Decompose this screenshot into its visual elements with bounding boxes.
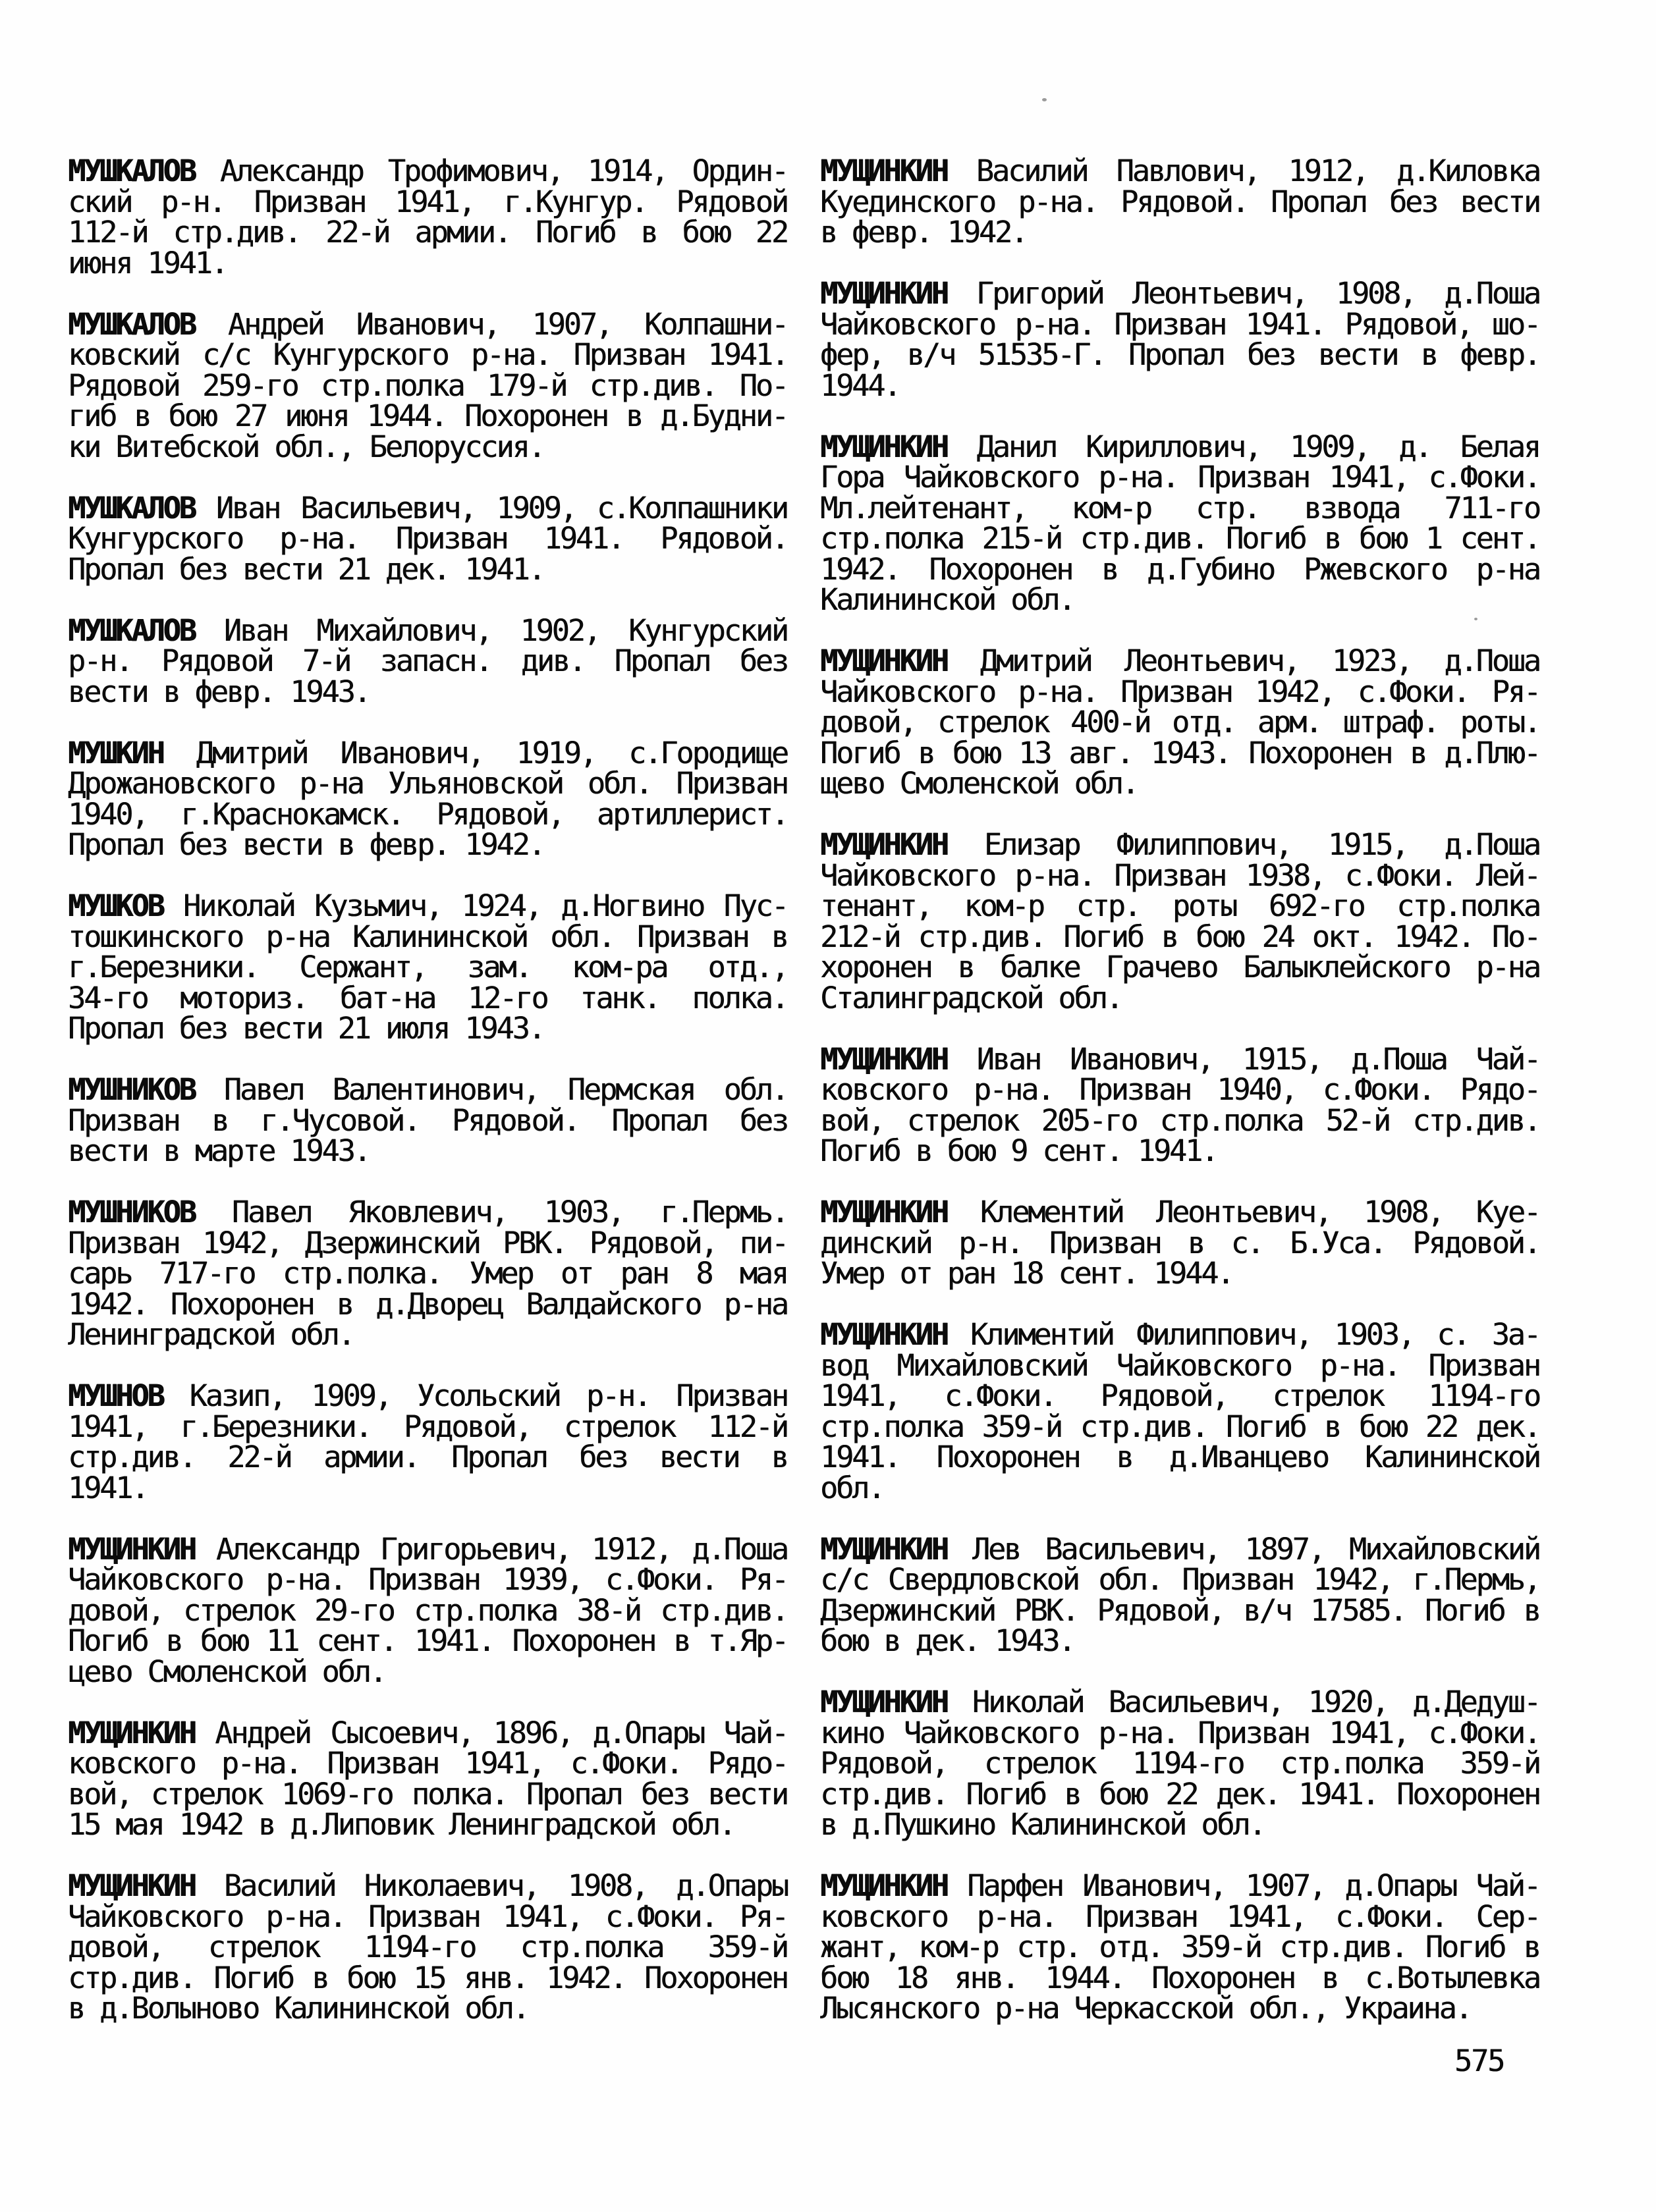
entry-line: в д.Волыново Калининской обл.: [68, 1991, 528, 2026]
entry-line: ский р-н. Призван 1941, г.Кунгур. Рядовой: [68, 184, 787, 219]
memorial-entry: [820, 1531, 1539, 1658]
entry-line: МУШКАЛОВ Андрей Иванович, 1907, Колпашни-: [68, 306, 787, 342]
entry-line: 1941, с.Фоки. Рядовой, стрелок 1194-го: [820, 1378, 1539, 1413]
memorial-entry: [68, 888, 787, 1046]
entry-line: кино Чайковского р-на. Призван 1941, с.Фоки.: [820, 1715, 1539, 1750]
entry-line: 1942. Похоронен в д.Губино Ржевского р-на: [820, 551, 1539, 587]
entry-line: вой, стрелок 1069-го полка. Пропал без вести: [68, 1776, 787, 1812]
entry-line: вести в февр. 1943.: [68, 674, 370, 709]
entry-line: 15 мая 1942 в д.Липовик Ленинградской обл.: [68, 1807, 734, 1842]
entry-line: Кунгурского р-на. Призван 1941. Рядовой.: [68, 521, 787, 556]
entry-line: фер, в/ч 51535-Г. Пропал без вести в февр.: [820, 337, 1539, 372]
memorial-entry: [820, 276, 1539, 403]
memorial-entry: [68, 153, 787, 281]
entry-line: ковский с/с Кунгурского р-на. Призван 1941.: [68, 337, 787, 372]
memorial-entry: [68, 1715, 787, 1842]
entry-line: вой, стрелок 205-го стр.полка 52-й стр.див.: [820, 1102, 1539, 1138]
entry-line: МУЩИНКИН Дмитрий Леонтьевич, 1923, д.Поша: [820, 643, 1539, 678]
entry-line: тошкинского р-на Калининской обл. Призван в: [68, 919, 787, 954]
entry-line: тенант, ком-р стр. роты 692-го стр.полка: [820, 888, 1539, 923]
entry-line: Лысянского р-на Черкасской обл., Украина.: [820, 1991, 1471, 2026]
entry-line: Дрожановского р-на Ульяновской обл. Призван: [68, 766, 787, 801]
entry-line: хоронен в балке Грачево Балыклейского р-на: [820, 950, 1539, 985]
entry-line: динский р-н. Призван в с. Б.Уса. Рядовой.: [820, 1225, 1539, 1260]
surname: МУШКИН: [68, 735, 163, 770]
entry-line: Чайковского р-на. Призван 1939, с.Фоки. Ря-: [68, 1562, 787, 1597]
memorial-entry: [820, 827, 1539, 1015]
entry-line: 112-й стр.див. 22-й армии. Погиб в бою 22: [68, 215, 787, 250]
surname: МУЩИНКИН: [820, 276, 947, 311]
entry-line: г.Березники. Сержант, зам. ком-ра отд.,: [68, 950, 787, 985]
entry-line: МУЩИНКИН Василий Павлович, 1912, д.Киловка: [820, 153, 1539, 188]
entry-line: 1941. Похоронен в д.Иванцево Калининской: [820, 1440, 1539, 1474]
entry-line: стр.полка 359-й стр.див. Погиб в бою 22 дек.: [820, 1409, 1539, 1444]
entry-line: Пропал без вести 21 дек. 1941.: [68, 551, 544, 587]
entry-line: МУШНОВ Казип, 1909, Усольский р-н. Призван: [68, 1378, 787, 1413]
entry-line: МУШКАЛОВ Александр Трофимович, 1914, Ордин-: [68, 153, 787, 188]
memorial-entry: [68, 1072, 787, 1168]
entry-line: МУШКИН Дмитрий Иванович, 1919, с.Городище: [68, 735, 787, 770]
entry-line: Призван 1942, Дзержинский РВК. Рядовой, пи-: [68, 1225, 787, 1260]
memorial-entry: [820, 153, 1539, 250]
entry-line: гиб в бою 27 июня 1944. Похоронен в д.Будни-: [68, 398, 787, 433]
entry-line: Чайковского р-на. Призван 1941. Рядовой, шо-: [820, 306, 1539, 342]
surname: МУЩИНКИН: [820, 1195, 947, 1229]
entry-line: вести в марте 1943.: [68, 1133, 370, 1168]
entry-line: Дзержинский РВК. Рядовой, в/ч 17585. Погиб в: [820, 1592, 1539, 1628]
memorial-entry: [820, 1041, 1539, 1168]
memorial-entry: [820, 1868, 1539, 2026]
surname: МУШНИКОВ: [68, 1072, 195, 1107]
entry-line: Сталинградской обл.: [820, 980, 1122, 1015]
entry-line: довой, стрелок 29-го стр.полка 38-й стр.див.: [68, 1592, 787, 1628]
entry-line: МУЩИНКИН Иван Иванович, 1915, д.Поша Чай-: [820, 1041, 1539, 1077]
surname: МУЩИНКИН: [820, 643, 947, 678]
memorial-entry: [820, 429, 1539, 617]
surname: МУЩИНКИН: [820, 153, 947, 188]
page-number: 575: [1454, 2043, 1504, 2078]
entry-line: вод Михайловский Чайковского р-на. Призван: [820, 1347, 1539, 1383]
entry-line: в д.Пушкино Калининской обл.: [820, 1807, 1265, 1842]
memorial-entry: [68, 1868, 787, 2026]
surname: МУШКАЛОВ: [68, 612, 195, 648]
entry-line: Погиб в бою 11 сент. 1941. Похоронен в т.Яр-: [68, 1623, 787, 1658]
entry-line: МУЩИНКИН Лев Васильевич, 1897, Михайловский: [820, 1531, 1539, 1567]
entry-line: МУШНИКОВ Павел Валентинович, Пермская обл.: [68, 1072, 787, 1107]
entry-line: Куединского р-на. Рядовой. Пропал без вести: [820, 184, 1539, 219]
entry-line: стр.див. Погиб в бою 22 дек. 1941. Похоронен: [820, 1776, 1539, 1812]
surname: МУШКАЛОВ: [68, 306, 195, 342]
memorial-entry: [820, 1687, 1539, 1841]
surname: МУЩИНКИН: [820, 1317, 947, 1352]
memorial-entry: [68, 1531, 787, 1689]
entry-line: жант, ком-р стр. отд. 359-й стр.див. Погиб в: [820, 1929, 1539, 1964]
entry-line: стр.див. Погиб в бою 15 янв. 1942. Похоронен: [68, 1960, 787, 1995]
memorial-entry: [820, 643, 1539, 801]
entry-line: июня 1941.: [68, 245, 227, 281]
memorial-entry: [68, 490, 787, 587]
memorial-entry: [820, 1317, 1539, 1505]
memorial-entry: [68, 735, 787, 862]
entry-line: ковского р-на. Призван 1941, с.Фоки. Сер-: [820, 1899, 1539, 1934]
entry-line: 34-го моториз. бат-на 12-го танк. полка.: [68, 980, 787, 1015]
surname: МУШНИКОВ: [68, 1195, 195, 1229]
entry-line: ковского р-на. Призван 1941, с.Фоки. Рядо-: [68, 1746, 787, 1781]
right-text-column: [820, 153, 1539, 2055]
memorial-entry: [820, 1197, 1539, 1289]
scan-artifact-dot: [1042, 98, 1047, 101]
entry-line: Погиб в бою 9 сент. 1941.: [820, 1133, 1217, 1168]
surname: МУЩИНКИН: [68, 1868, 195, 1903]
surname: МУЩИНКИН: [820, 429, 947, 464]
entry-line: Калининской обл.: [820, 582, 1074, 617]
entry-line: 1942. Похоронен в д.Дворец Валдайского р-на: [68, 1286, 787, 1322]
entry-line: стр.див. 22-й армии. Пропал без вести в: [68, 1440, 787, 1474]
entry-line: МУЩИНКИН Клементий Леонтьевич, 1908, Куе-: [820, 1195, 1539, 1229]
entry-line: стр.полка 215-й стр.див. Погиб в бою 1 сент.: [820, 521, 1539, 556]
surname: МУЩИНКИН: [820, 1041, 947, 1077]
surname: МУЩИНКИН: [820, 827, 947, 862]
entry-line: ки Витебской обл., Белоруссия.: [68, 429, 544, 464]
entry-line: МУЩИНКИН Климентий Филиппович, 1903, с. За-: [820, 1317, 1539, 1352]
entry-line: Призван в г.Чусовой. Рядовой. Пропал без: [68, 1102, 787, 1138]
entry-line: Чайковского р-на. Призван 1938, с.Фоки. Лей-: [820, 857, 1539, 893]
entry-line: довой, стрелок 400-й отд. арм. штраф. роты.: [820, 705, 1539, 740]
entry-line: 1941, г.Березники. Рядовой, стрелок 112-й: [68, 1409, 787, 1444]
entry-line: МУЩИНКИН Николай Васильевич, 1920, д.Дедуш-: [820, 1685, 1539, 1719]
entry-line: 212-й стр.див. Погиб в бою 24 окт. 1942. По-: [820, 919, 1539, 954]
entry-line: Гора Чайковского р-на. Призван 1941, с.Фоки.: [820, 460, 1539, 495]
surname: МУЩИНКИН: [820, 1868, 947, 1903]
entry-line: Умер от ран 18 сент. 1944.: [820, 1256, 1233, 1291]
surname: МУЩИНКИН: [820, 1531, 947, 1567]
left-text-column: [68, 153, 787, 2055]
entry-line: МУШКОВ Николай Кузьмич, 1924, д.Ногвино Пус-: [68, 888, 787, 923]
surname: МУШКАЛОВ: [68, 490, 195, 526]
entry-line: бою 18 янв. 1944. Похоронен в с.Вотылевка: [820, 1960, 1539, 1995]
entry-line: Пропал без вести в февр. 1942.: [68, 827, 544, 862]
memorial-entry: [68, 612, 787, 709]
entry-line: МУЩИНКИН Андрей Сысоевич, 1896, д.Опары Чай-: [68, 1715, 787, 1750]
entry-line: 1944.: [820, 367, 900, 403]
surname: МУШКАЛОВ: [68, 153, 195, 188]
entry-line: сарь 717-го стр.полка. Умер от ран 8 мая: [68, 1256, 787, 1291]
entry-line: довой, стрелок 1194-го стр.полка 359-й: [68, 1929, 787, 1964]
entry-line: МУШКАЛОВ Иван Васильевич, 1909, с.Колпашники: [68, 490, 787, 526]
entry-line: Рядовой 259-го стр.полка 179-й стр.див. По-: [68, 367, 787, 403]
entry-line: р-н. Рядовой 7-й запасн. див. Пропал без: [68, 643, 787, 678]
entry-line: 1940, г.Краснокамск. Рядовой, артиллерист.: [68, 796, 787, 832]
entry-line: МУЩИНКИН Григорий Леонтьевич, 1908, д.Поша: [820, 276, 1539, 311]
memorial-entry: [68, 1378, 787, 1505]
entry-line: ковского р-на. Призван 1940, с.Фоки. Рядо-: [820, 1072, 1539, 1107]
entry-line: Рядовой, стрелок 1194-го стр.полка 359-й: [820, 1746, 1539, 1781]
entry-line: в февр. 1942.: [820, 215, 1027, 250]
entry-line: МУЩИНКИН Парфен Иванович, 1907, д.Опары Чай-: [820, 1868, 1539, 1903]
memorial-entry: [68, 1197, 787, 1351]
surname: МУШНОВ: [68, 1378, 163, 1413]
entry-line: бою в дек. 1943.: [820, 1623, 1074, 1658]
entry-line: Чайковского р-на. Призван 1941, с.Фоки. Ря-: [68, 1899, 787, 1934]
entry-line: МУШНИКОВ Павел Яковлевич, 1903, г.Пермь.: [68, 1195, 787, 1229]
entry-line: МУЩИНКИН Александр Григорьевич, 1912, д.Поша: [68, 1531, 787, 1567]
surname: МУЩИНКИН: [68, 1715, 195, 1750]
surname: МУЩИНКИН: [68, 1531, 195, 1567]
entry-line: цево Смоленской обл.: [68, 1654, 385, 1689]
entry-line: щево Смоленской обл.: [820, 766, 1138, 801]
surname: МУЩИНКИН: [820, 1685, 947, 1719]
entry-line: Ленинградской обл.: [68, 1317, 354, 1352]
memorial-entry: [68, 306, 787, 464]
surname: МУШКОВ: [68, 888, 163, 923]
entry-line: Погиб в бою 13 авг. 1943. Похоронен в д.Плю-: [820, 735, 1539, 770]
entry-line: МУШКАЛОВ Иван Михайлович, 1902, Кунгурский: [68, 612, 787, 648]
entry-line: МУЩИНКИН Василий Николаевич, 1908, д.Опары: [68, 1868, 787, 1903]
entry-line: обл.: [820, 1470, 884, 1505]
entry-line: с/с Свердловской обл. Призван 1942, г.Пермь,: [820, 1562, 1539, 1597]
entry-line: МУЩИНКИН Данил Кириллович, 1909, д. Белая: [820, 429, 1539, 464]
entry-line: МУЩИНКИН Елизар Филиппович, 1915, д.Поша: [820, 827, 1539, 862]
entry-line: Пропал без вести 21 июля 1943.: [68, 1011, 544, 1046]
entry-line: 1941.: [68, 1470, 148, 1505]
entry-line: Мл.лейтенант, ком-р стр. взвода 711-го: [820, 490, 1539, 526]
entry-line: Чайковского р-на. Призван 1942, с.Фоки. Ря-: [820, 674, 1539, 709]
